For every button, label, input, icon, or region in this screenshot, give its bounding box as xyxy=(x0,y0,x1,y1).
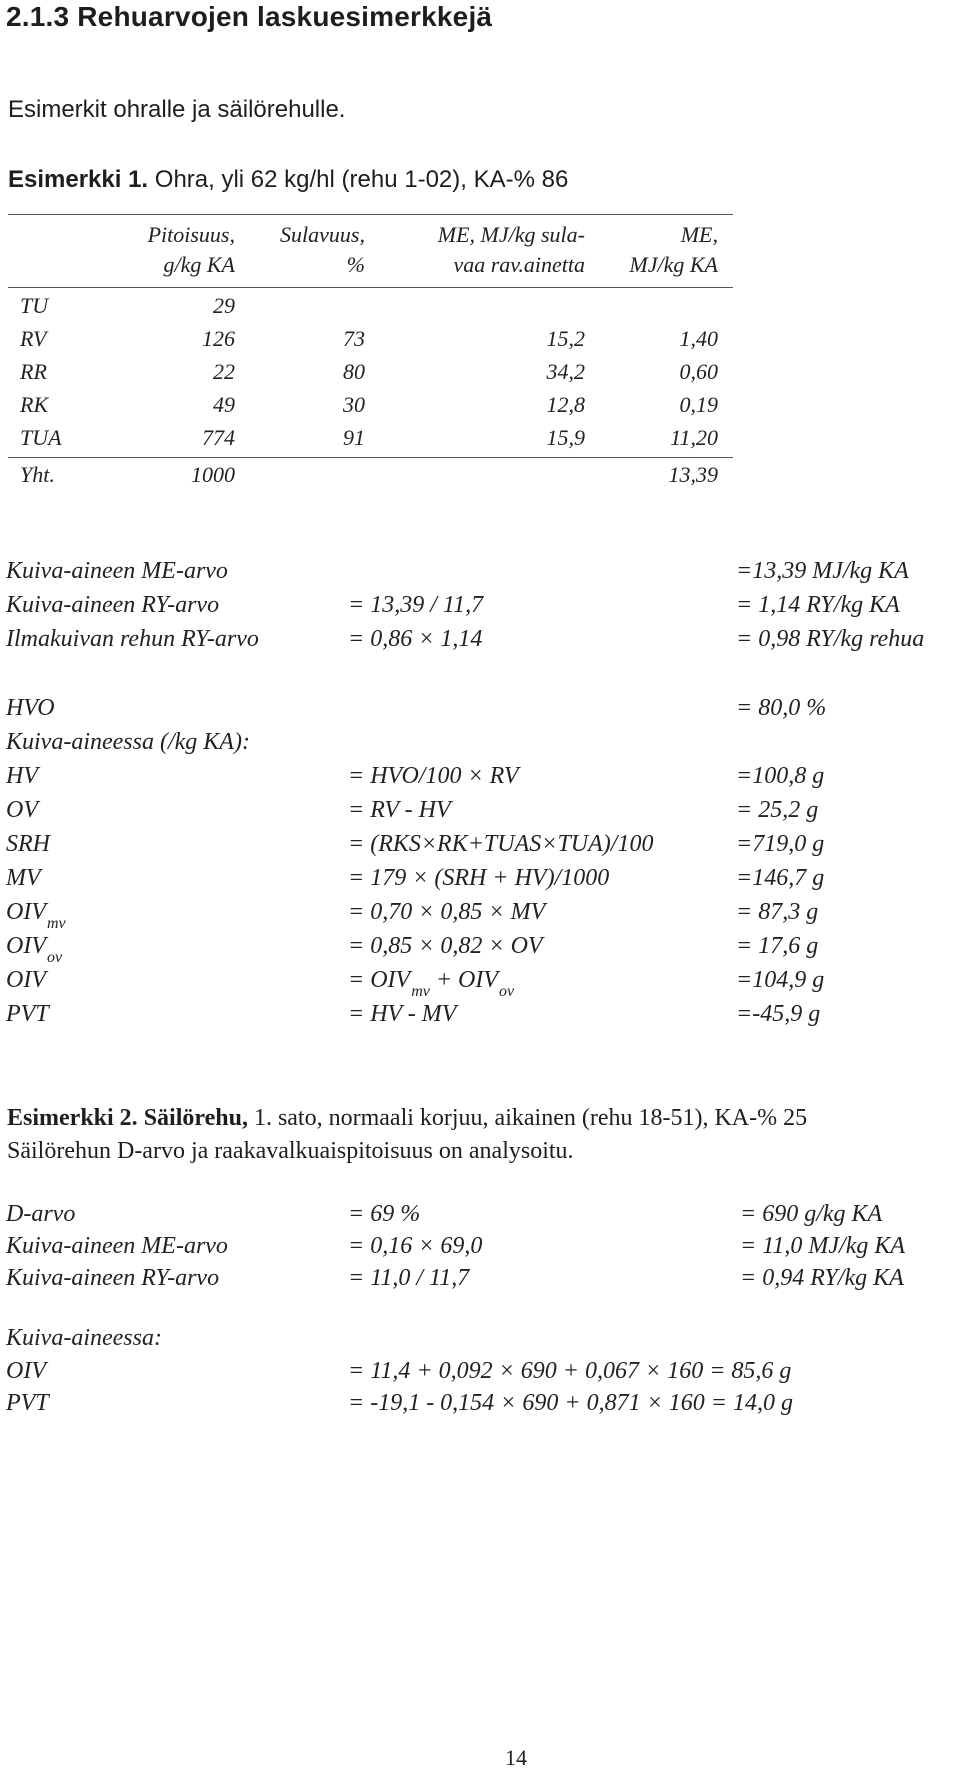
formula-sub: ov xyxy=(499,983,515,1000)
calc-label: MV xyxy=(6,865,41,891)
calc-label-sub: mv xyxy=(46,915,66,932)
table-top-rule xyxy=(8,214,733,215)
calc-formula: = HVO/100 × RV xyxy=(348,763,519,789)
example2-text: 1. sato, normaali korjuu, aikainen (rehu 18-51), KA-% 25 xyxy=(247,1105,808,1131)
calc-label: HV xyxy=(6,763,38,789)
intro-text: Esimerkit ohralle ja säilörehulle. xyxy=(8,96,346,123)
formula-part: + OIV xyxy=(429,967,499,993)
calc-label xyxy=(6,931,62,964)
calc-label: PVT xyxy=(6,1390,49,1416)
row-sulavuus: 30 xyxy=(343,392,365,417)
calc-result: = 87,3 g xyxy=(736,899,819,925)
calc-label-main: OIV xyxy=(6,899,46,925)
header-sulavuus-2: % xyxy=(346,252,365,277)
calc-formula: = -19,1 - 0,154 × 690 + 0,871 × 160 = 14,0 g xyxy=(348,1390,793,1416)
row-pitoisuus: 49 xyxy=(213,392,235,417)
calc-result: =104,9 g xyxy=(736,967,825,993)
calc-label xyxy=(6,897,66,930)
header-sulavuus-1: Sulavuus, xyxy=(280,222,365,247)
calc-label: SRH xyxy=(6,831,50,857)
calc-formula: = 179 × (SRH + HV)/1000 xyxy=(348,865,610,891)
row-pitoisuus: 126 xyxy=(202,326,235,351)
calc-formula: = 0,70 × 0,85 × MV xyxy=(348,899,546,925)
calc-formula: = 69 % xyxy=(348,1201,421,1227)
header-me-2: MJ/kg KA xyxy=(629,252,718,277)
calc-result: = 80,0 % xyxy=(736,695,827,721)
calc-result: = 25,2 g xyxy=(736,797,819,823)
formula-sub: mv xyxy=(411,983,430,1000)
example1-text: Ohra, yli 62 kg/hl (rehu 1-02), KA-% 86 xyxy=(154,166,569,193)
example2-description: Säilörehun D-arvo ja raakavalkuaispitoisuus on analysoitu. xyxy=(7,1138,574,1164)
row-sulavuus: 80 xyxy=(343,359,365,384)
row-sulavuus: 91 xyxy=(343,425,365,450)
row-pitoisuus: 774 xyxy=(202,425,235,450)
calc-formula: = 0,85 × 0,82 × OV xyxy=(348,933,543,959)
dry-matter-heading: Kuiva-aineessa: xyxy=(6,1325,162,1351)
calc-result: =146,7 g xyxy=(736,865,825,891)
calc-label-sub: ov xyxy=(46,949,63,966)
row-sulavuus: 73 xyxy=(343,326,365,351)
page-number: 14 xyxy=(505,1745,527,1770)
row-label: Yht. xyxy=(20,462,55,487)
calc-label-main: OIV xyxy=(6,933,46,959)
calc-result: =719,0 g xyxy=(736,831,825,857)
row-me: 0,60 xyxy=(679,359,718,384)
row-label: RK xyxy=(20,392,49,417)
row-me-sulava: 34,2 xyxy=(546,359,585,384)
calc-label: Kuiva-aineen RY-arvo xyxy=(6,592,220,618)
calc-formula: = (RKS×RK+TUAS×TUA)/100 xyxy=(348,831,654,857)
calc-label: D-arvo xyxy=(6,1201,76,1227)
header-pitoisuus-1: Pitoisuus, xyxy=(147,222,235,247)
calc-formula: = 0,16 × 69,0 xyxy=(348,1233,483,1259)
row-label: RR xyxy=(20,359,47,384)
row-me-sulava: 15,2 xyxy=(546,326,585,351)
row-me-sulava: 12,8 xyxy=(546,392,585,417)
calc-label: HVO xyxy=(6,695,55,721)
row-me: 0,19 xyxy=(679,392,718,417)
calc-label: Kuiva-aineen ME-arvo xyxy=(6,1233,228,1259)
calc-result: =-45,9 g xyxy=(736,1001,821,1027)
calc-formula: = 11,0 / 11,7 xyxy=(348,1265,470,1291)
row-me: 11,20 xyxy=(670,425,718,450)
example2-feed: Säilörehu, xyxy=(143,1105,248,1131)
row-label: TUA xyxy=(20,425,62,450)
table-header-rule xyxy=(8,287,733,288)
calc-result: = 0,98 RY/kg rehua xyxy=(736,626,925,652)
calc-result: = 1,14 RY/kg KA xyxy=(736,592,900,618)
calc-formula: = RV - HV xyxy=(348,797,451,823)
row-label: RV xyxy=(20,326,47,351)
row-pitoisuus: 1000 xyxy=(191,462,235,487)
calc-result: =13,39 MJ/kg KA xyxy=(736,558,909,584)
header-pitoisuus-2: g/kg KA xyxy=(163,252,235,277)
header-me-sulava-1: ME, MJ/kg sula- xyxy=(437,222,585,247)
calc-label: OIV xyxy=(6,1358,46,1384)
row-me: 1,40 xyxy=(679,326,718,351)
example2-label: Esimerkki 2. xyxy=(7,1105,138,1131)
calc-formula xyxy=(348,965,514,998)
calc-result: = 17,6 g xyxy=(736,933,819,959)
example1-title xyxy=(8,165,568,195)
header-me-sulava-2: vaa rav.ainetta xyxy=(453,252,585,277)
calc-formula: = HV - MV xyxy=(348,1001,457,1027)
calc-label: OV xyxy=(6,797,38,823)
table-total-rule xyxy=(8,457,733,458)
example1-label: Esimerkki 1. xyxy=(8,166,149,193)
calc-label: Kuiva-aineen RY-arvo xyxy=(6,1265,220,1291)
calc-label: PVT xyxy=(6,1001,49,1027)
calc-label: Ilmakuivan rehun RY-arvo xyxy=(6,626,259,652)
calc-result: = 690 g/kg KA xyxy=(740,1201,883,1227)
calc-label: Kuiva-aineen ME-arvo xyxy=(6,558,228,584)
header-me-1: ME, xyxy=(680,222,718,247)
calc-formula: = 11,4 + 0,092 × 690 + 0,067 × 160 = 85,6 g xyxy=(348,1358,792,1384)
row-me-sulava: 15,9 xyxy=(546,425,585,450)
row-label: TU xyxy=(20,293,49,318)
row-pitoisuus: 22 xyxy=(213,359,235,384)
section-heading: 2.1.3 Rehuarvojen laskuesimerkkejä xyxy=(6,1,493,32)
row-pitoisuus: 29 xyxy=(213,293,235,318)
calc-formula: = 13,39 / 11,7 xyxy=(348,592,484,618)
calc-result: = 11,0 MJ/kg KA xyxy=(740,1233,906,1259)
formula-part: = OIV xyxy=(348,967,411,993)
calc-formula: = 0,86 × 1,14 xyxy=(348,626,483,652)
calc-label: OIV xyxy=(6,967,46,993)
calc-result: =100,8 g xyxy=(736,763,825,789)
calc-result: = 0,94 RY/kg KA xyxy=(740,1265,904,1291)
calc-label: Kuiva-aineessa (/kg KA): xyxy=(6,729,250,755)
example2-title xyxy=(7,1103,807,1133)
row-me: 13,39 xyxy=(668,462,718,487)
